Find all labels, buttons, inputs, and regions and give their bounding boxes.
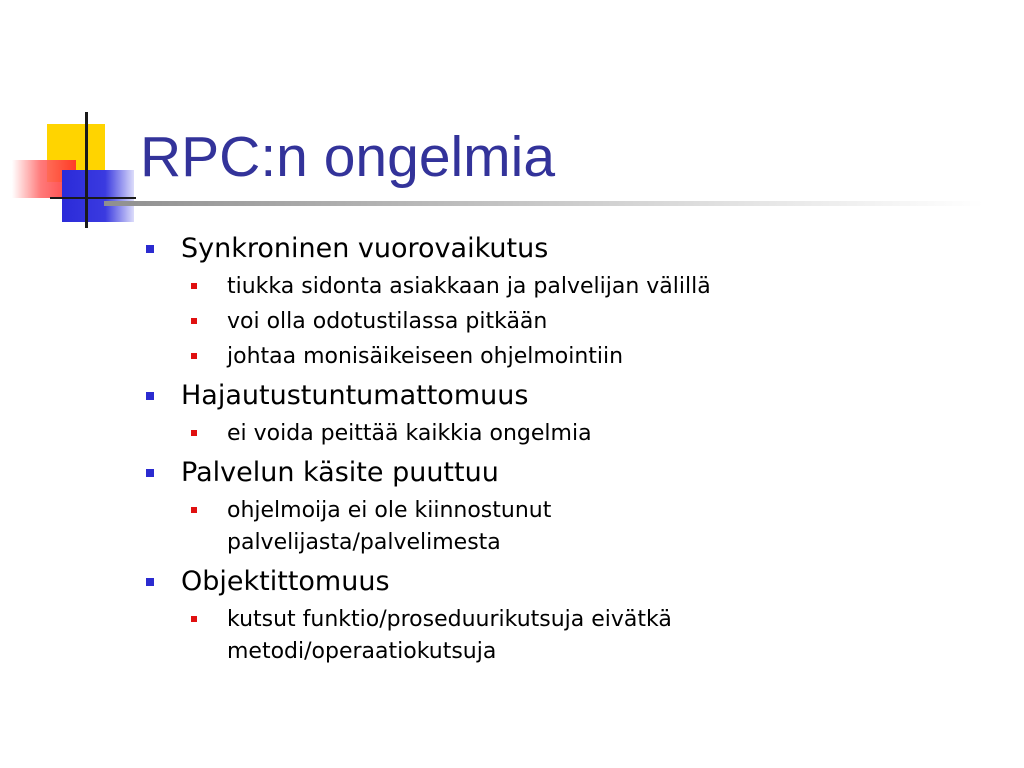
- logo-vertical-line: [85, 112, 88, 228]
- bullet-text: Synkroninen vuorovaikutus: [181, 233, 549, 264]
- sub-bullet-list: [181, 418, 946, 450]
- sub-bullet-list: [181, 495, 946, 559]
- sub-bullet-item: [191, 271, 787, 303]
- logo-horizontal-line: [50, 197, 136, 199]
- square-bullet-icon: [146, 245, 154, 253]
- square-bullet-icon: [146, 392, 154, 400]
- bullet-item: [146, 563, 946, 668]
- sub-bullet-item: [191, 418, 787, 450]
- square-bullet-icon: [146, 469, 154, 477]
- square-bullet-icon: [191, 318, 197, 324]
- sub-bullet-item: [191, 341, 787, 373]
- sub-bullet-item: [191, 495, 787, 559]
- bullet-text: Objektittomuus: [181, 566, 390, 597]
- sub-bullet-text: voi olla odotustilassa pitkään: [227, 309, 548, 334]
- bullet-text: Hajautustuntumattomuus: [181, 380, 529, 411]
- sub-bullet-text: ei voida peittää kaikkia ongelmia: [227, 421, 592, 446]
- sub-bullet-list: [181, 271, 946, 373]
- bullet-item: [146, 454, 946, 559]
- sub-bullet-text: kutsut funktio/proseduurikutsuja eivätkä metodi/operaatiokutsuja: [227, 607, 672, 664]
- square-bullet-icon: [191, 507, 197, 513]
- sub-bullet-item: [191, 604, 787, 668]
- sub-bullet-text: tiukka sidonta asiakkaan ja palvelijan välillä: [227, 274, 711, 299]
- title-underline: [104, 201, 984, 206]
- bullet-list: [146, 230, 946, 668]
- square-bullet-icon: [146, 578, 154, 586]
- sub-bullet-item: [191, 306, 787, 338]
- bullet-item: [146, 230, 946, 373]
- bullet-item: [146, 377, 946, 450]
- square-bullet-icon: [191, 616, 197, 622]
- sub-bullet-text: ohjelmoija ei ole kiinnostunut palvelijasta/palvelimesta: [227, 498, 552, 555]
- square-bullet-icon: [191, 430, 197, 436]
- sub-bullet-list: [181, 604, 946, 668]
- square-bullet-icon: [191, 353, 197, 359]
- sub-bullet-text: johtaa monisäikeiseen ohjelmointiin: [227, 344, 624, 369]
- slide-title: RPC:n ongelmia: [140, 125, 556, 189]
- square-bullet-icon: [191, 283, 197, 289]
- logo-blue-square: [62, 170, 134, 222]
- bullet-text: Palvelun käsite puuttuu: [181, 457, 499, 488]
